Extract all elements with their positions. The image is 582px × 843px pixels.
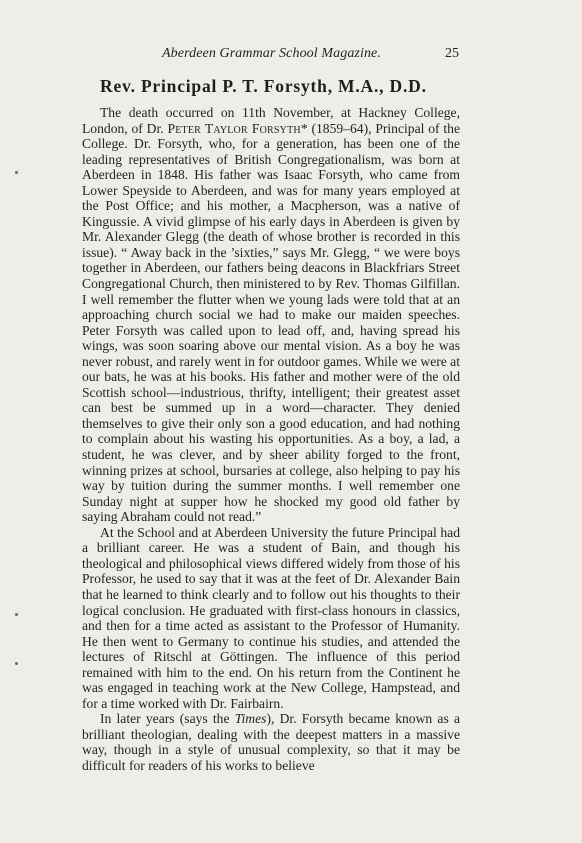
person-name: Peter Taylor Forsyth bbox=[167, 120, 301, 136]
paragraph: At the School and at Aberdeen University the future Principal had a brilliant career. He was a student of Bain, and though his theological and philosophical views differed widely from those of his Professor, he used to say that it was at the feet of Dr. Alexander Bain that he learned to think clearly and to follow out his thoughts to their logical conclusion. He graduated with first-class honours in classics, and then for a time acted as assistant to the Professor of Humanity. He then went to Germany to continue his studies, and attended the lectures of Ritschl at Göttingen. The influence of this period remained with him to the end. On his return from the Continent he was engaged in teaching work at the New College, Hampstead, and for a time worked with Dr. Fairbairn. bbox=[82, 524, 460, 711]
paragraph-text: In later years (says the bbox=[100, 711, 235, 727]
paragraph-text: The death occurred on 11th November, at Hackney College, London, of Dr. bbox=[82, 105, 460, 136]
paragraph-text: ), Dr. Forsyth became known as a brilliant theologian, dealing with the deepest matters in a massive way, though in a style of unusual complexity, so that it may be difficult for readers of his works to believe bbox=[82, 711, 460, 773]
newspaper-title: Times bbox=[234, 711, 267, 727]
article-title: Rev. Principal P. T. Forsyth, M.A., D.D. bbox=[100, 76, 427, 96]
margin-mark bbox=[15, 662, 18, 665]
paragraph-text: * (1859–64), Principal of the College. Dr. Forsyth, who, for a generation, has been one of the leading representatives of British Congregationalism, was born at Aberdeen in 1848. His father was Isaac Forsyth, who came from Lower Speyside to Aberdeen, and was for many years employed at the Post Office; and his mother, a Macpherson, was a native of Kingussie. A vivid glimpse of his early days in Aberdeen is given by Mr. Alexander Glegg (the death of whose brother is recorded in this issue). “ Away back in the ’sixties,” says Mr. Glegg, “ we were boys together in Aberdeen, our fathers being deacons in Blackfriars Street Congregational Church, then ministered to by Rev. Thomas Gilfillan. I well remember the flutter when we young lads were told that at an approaching church social we had to make our maiden speeches. Peter Forsyth was called upon to lead off, and, having spread his wings, was soon soaring above our mental vision. As a boy he was never robust, and rarely went in for outdoor games. While we were at our bats, he was at his books. His father and mother were of the old Scottish school—industrious, thrifty, intelligent; their greatest asset can best be summed up in a word—character. They denied themselves to give their only son a good education, and had nothing to complain about his wasting his opportunities. As a boy, a lad, a student, he was clever, and by sheer ability forged to the front, winning prizes at school, bursaries at college, also helping to pay his way by tuition during the summer months. I well remember one Sunday night at supper how he shocked my good old father by saying Abraham could not read.” bbox=[82, 120, 460, 525]
page-number: 25 bbox=[445, 46, 459, 61]
margin-mark bbox=[15, 171, 18, 174]
paragraph bbox=[82, 711, 460, 773]
margin-mark bbox=[15, 613, 18, 616]
article-body bbox=[82, 105, 460, 774]
running-header bbox=[82, 44, 459, 64]
running-title: Aberdeen Grammar School Magazine. bbox=[162, 46, 381, 61]
paragraph bbox=[82, 105, 460, 525]
